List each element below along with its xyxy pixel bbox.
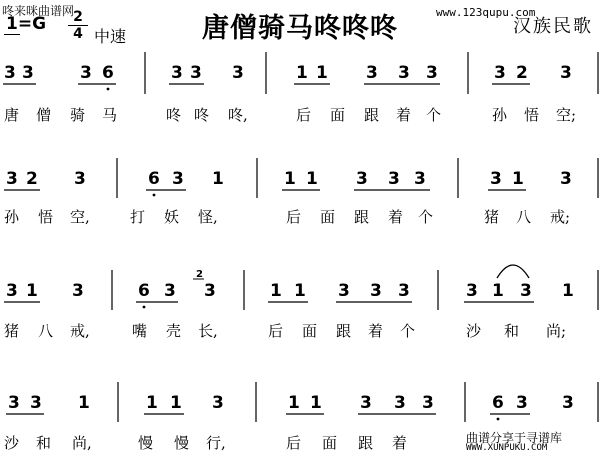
lyric: 咚,	[228, 106, 248, 124]
note: 3	[6, 169, 18, 189]
grace-note: 2	[196, 269, 203, 280]
lyric: 打	[130, 208, 146, 226]
lyric: 怪,	[198, 208, 218, 226]
note: 3	[22, 63, 34, 83]
note: 1	[512, 169, 524, 189]
song-origin: 汉族民歌	[513, 16, 593, 37]
lyric: 着	[396, 106, 412, 124]
site-url-watermark: www.123qupu.com	[436, 6, 536, 19]
lyric: 个	[400, 322, 416, 340]
note: 3	[80, 63, 92, 83]
lyric: 悟	[524, 106, 540, 124]
note: 3	[4, 63, 16, 83]
lyric: 行,	[206, 434, 226, 452]
lyric: 跟	[336, 322, 352, 340]
note: 6	[148, 169, 160, 189]
note: 3	[172, 169, 184, 189]
song-title: 唐僧骑马咚咚咚	[202, 13, 398, 44]
lyric: 猪	[4, 322, 20, 340]
lyric: 咚	[166, 106, 182, 124]
lyric: 尚;	[546, 322, 567, 340]
note: 3	[30, 393, 42, 413]
note: 3	[232, 63, 244, 83]
note: 3	[516, 393, 528, 413]
note: 1	[26, 281, 38, 301]
score-row-2	[4, 158, 598, 226]
lyric: 咚	[194, 106, 210, 124]
note: 3	[490, 169, 502, 189]
note: 1	[492, 281, 504, 301]
note: 3	[494, 63, 506, 83]
score-row-1	[3, 52, 598, 124]
note: 6	[138, 281, 150, 301]
note: 3	[466, 281, 478, 301]
note: 1	[310, 393, 322, 413]
note: 3	[394, 393, 406, 413]
lyric: 戒,	[70, 322, 90, 340]
lyric: 后	[296, 106, 312, 124]
time-signature-top: 2	[73, 9, 83, 25]
note: 3	[356, 169, 368, 189]
note: 3	[398, 63, 410, 83]
lyric: 八	[38, 322, 54, 340]
note: 3	[190, 63, 202, 83]
note: 3	[366, 63, 378, 83]
note: 1	[296, 63, 308, 83]
note: 1	[212, 169, 224, 189]
note: 3	[388, 169, 400, 189]
lyric: 和	[504, 322, 520, 340]
slur	[497, 265, 529, 278]
note: 3	[426, 63, 438, 83]
lower-octave-dot	[143, 306, 146, 309]
footer-share-text: 曲谱分享于寻谱库	[466, 431, 563, 445]
note: 1	[316, 63, 328, 83]
lyric: 着	[388, 208, 404, 226]
note: 3	[8, 393, 20, 413]
note: 3	[164, 281, 176, 301]
watermark-left: 咚来咪曲谱网	[2, 4, 75, 18]
lyric: 沙	[4, 434, 20, 452]
lyric: 跟	[354, 208, 370, 226]
note: 1	[270, 281, 282, 301]
note: 6	[492, 393, 504, 413]
lyric: 长,	[198, 322, 218, 340]
note: 3	[338, 281, 350, 301]
lyric: 个	[418, 208, 434, 226]
score-row-3	[4, 265, 598, 340]
lyric: 空,	[70, 208, 90, 226]
note: 3	[360, 393, 372, 413]
lyric: 后	[286, 434, 302, 452]
lyric: 后	[286, 208, 302, 226]
lyric: 壳	[166, 322, 182, 340]
lyric: 着	[368, 322, 384, 340]
note: 1	[146, 393, 158, 413]
lower-octave-dot	[153, 194, 156, 197]
lyric: 唐	[4, 106, 20, 124]
lower-octave-dot	[107, 88, 110, 91]
lyric: 和	[36, 434, 52, 452]
note: 3	[171, 63, 183, 83]
lyric: 骑	[70, 106, 86, 124]
note: 3	[6, 281, 18, 301]
lyric: 尚,	[72, 434, 92, 452]
footer-url: WWW.XUNPUKU.COM	[466, 443, 548, 453]
lyric: 慢	[174, 434, 190, 452]
note: 1	[562, 281, 574, 301]
note: 1	[170, 393, 182, 413]
note: 3	[212, 393, 224, 413]
note: 1	[294, 281, 306, 301]
note: 3	[370, 281, 382, 301]
note: 1	[284, 169, 296, 189]
note: 1	[78, 393, 90, 413]
note: 3	[72, 281, 84, 301]
lower-octave-dot	[497, 418, 500, 421]
lyric: 后	[268, 322, 284, 340]
note: 3	[562, 393, 574, 413]
lyric: 嘴	[132, 322, 148, 340]
note: 3	[414, 169, 426, 189]
lyric: 空;	[556, 106, 577, 124]
lyric: 面	[320, 208, 336, 226]
lyric: 面	[322, 434, 338, 452]
lyric: 跟	[364, 106, 380, 124]
lyric: 马	[102, 106, 118, 124]
note: 1	[288, 393, 300, 413]
lyric: 猪	[484, 208, 500, 226]
note: 1	[306, 169, 318, 189]
time-signature-bottom: 4	[73, 26, 83, 42]
lyric: 孙	[4, 208, 20, 226]
lyric: 孙	[492, 106, 508, 124]
note: 2	[516, 63, 528, 83]
lyric: 着	[392, 434, 408, 452]
note: 3	[74, 169, 86, 189]
note: 3	[398, 281, 410, 301]
note: 3	[204, 281, 216, 301]
note: 2	[26, 169, 38, 189]
note: 3	[560, 63, 572, 83]
lyric: 戒;	[550, 208, 571, 226]
note: 3	[422, 393, 434, 413]
lyric: 个	[426, 106, 442, 124]
lyric: 僧	[36, 106, 52, 124]
lyric: 跟	[358, 434, 374, 452]
note: 6	[102, 63, 114, 83]
lyric: 悟	[38, 208, 54, 226]
lyric: 慢	[138, 434, 154, 452]
note: 3	[520, 281, 532, 301]
lyric: 八	[516, 208, 532, 226]
note: 3	[560, 169, 572, 189]
lyric: 妖	[164, 208, 180, 226]
lyric: 面	[302, 322, 318, 340]
tempo-marking: 中速	[94, 27, 127, 46]
key-signature: 1=G	[6, 14, 47, 34]
lyric: 面	[330, 106, 346, 124]
lyric: 沙	[466, 322, 482, 340]
